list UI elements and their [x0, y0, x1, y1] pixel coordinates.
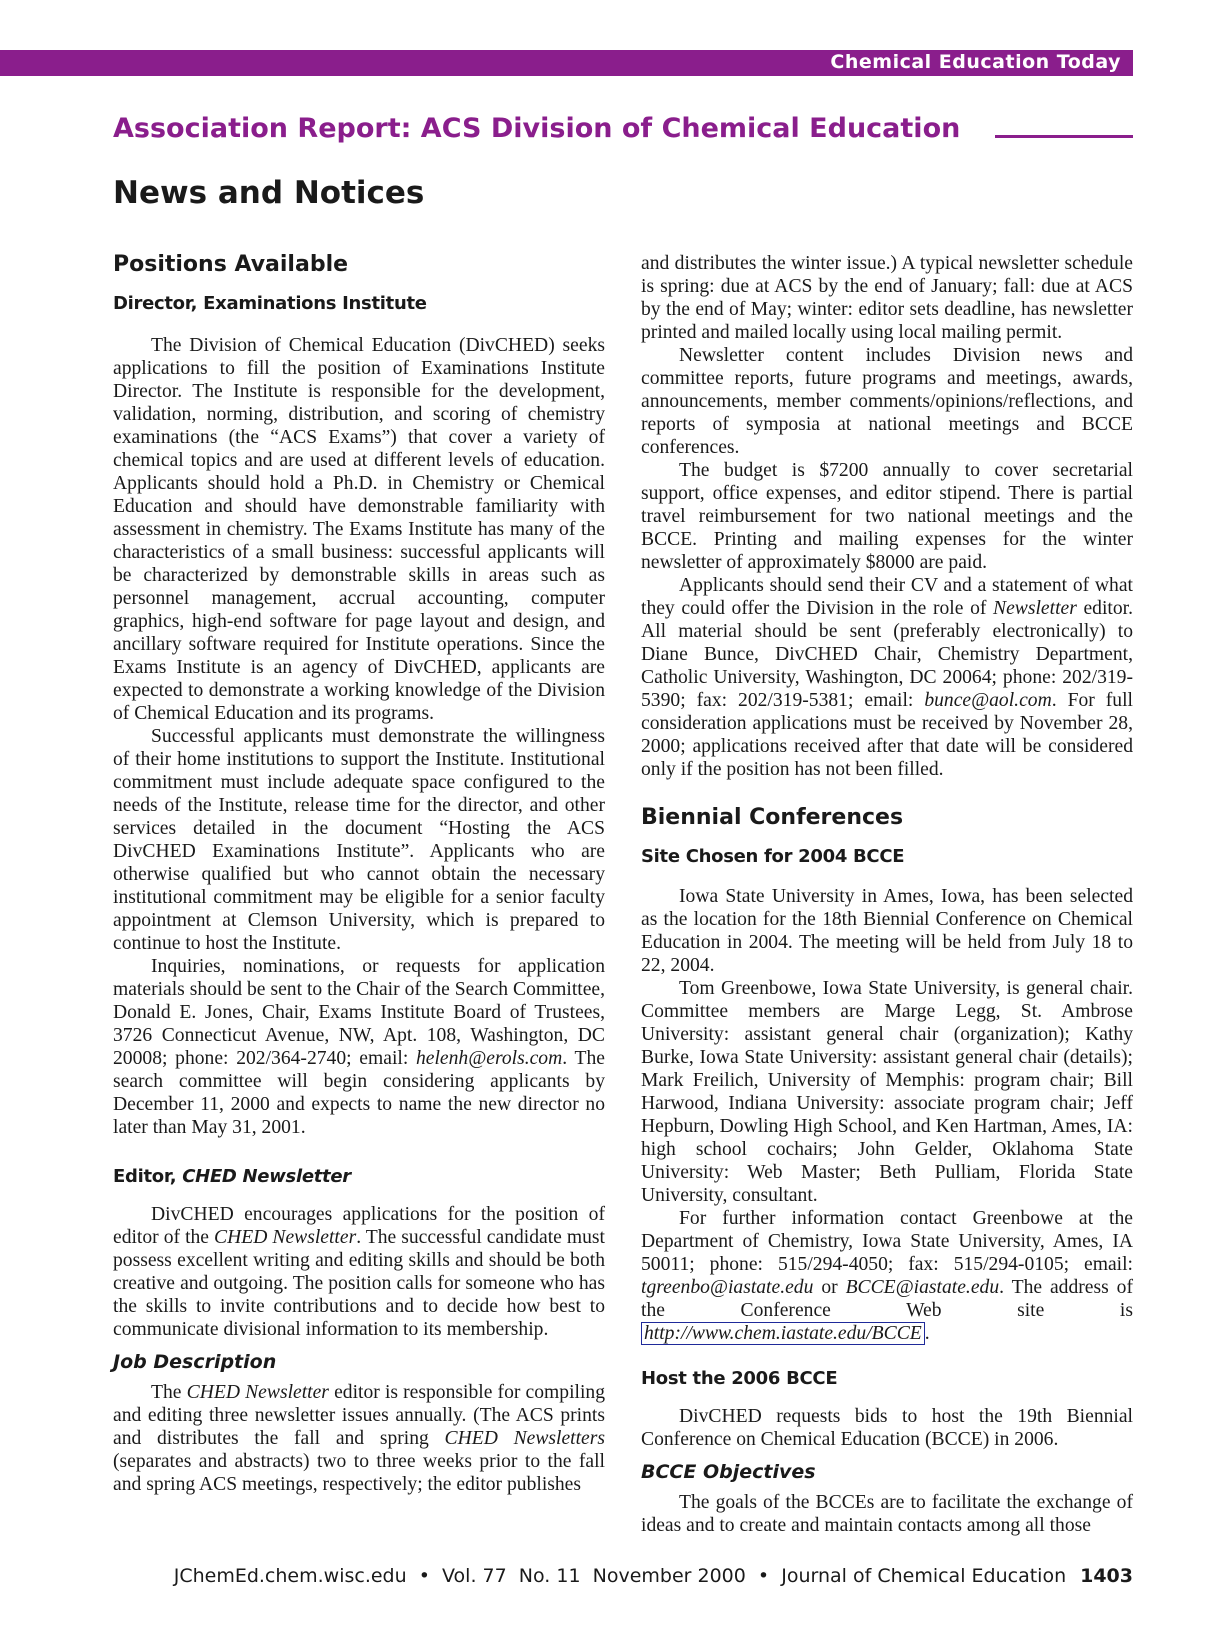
page-title: News and Notices — [113, 175, 425, 211]
apply-paragraph: Applicants should send their CV and a statement of what they could offer the Division in the role of Newsletter editor. All material should be sent (preferably electronically) to Diane Bunce, DivCHED Chair, Chemistry Department, Catholic University, Washington, DC 20064; phone: 202/319-5390; fax: 202/319-5381; email: bunce@aol.com. For full consideration applications must be received by November 28, 2000; applications received after that date will be considered only if the position has not been filled. — [641, 575, 1133, 780]
newsletter-schedule-paragraph: and distributes the winter issue.) A typical newsletter schedule is spring: due at ACS by the end of January; fall: due at ACS by the end of May; winter: editor sets deadline, has newsletter printed and mailed locally using local mailing permit. — [641, 253, 1133, 343]
host-heading: Host the 2006 BCCE — [641, 1368, 838, 1389]
conference-url-link[interactable]: http://www.chem.iastate.edu/BCCE — [641, 1322, 925, 1345]
director-paragraph-3: Inquiries, nominations, or requests for application materials should be sent to the Chair of the Search Committee, Donald E. Jones, Chair, Exams Institute Board of Trustees, 3726 Connecticut Avenue, NW, Apt. 108, Washington, DC 20008; phone: 202/364-2740; email: helenh@erols.com. The search committee will begin considering applicants by December 11, 2000 and expects to name the new director no later than May 31, 2001. — [113, 956, 605, 1138]
right-column — [641, 252, 1133, 1537]
budget-paragraph: The budget is $7200 annually to cover secretarial support, office expenses, and editor stipend. There is partial travel reimbursement for two national meetings and the BCCE. Printing and mailing expenses for the winter newsletter of approximately $8000 are paid. — [641, 460, 1133, 573]
email-link[interactable]: bunce@aol.com — [924, 690, 1052, 711]
email-link[interactable]: BCCE@iastate.edu — [845, 1277, 1000, 1298]
director-paragraph-2: Successful applicants must demonstrate the willingness of their home institutions to support the Institute. Institutional commitment must include adequate space configured to the needs of the Institute, release time for the director, and other services detailed in the document “Hosting the ACS DivCHED Examinations Institute”. Applicants who are otherwise qualified but who cannot obtain the necessary institutional commitment may be eligible for a senior faculty appointment at Clemson University, which is prepared to continue to host the Institute. — [113, 726, 605, 954]
email-link[interactable]: helenh@erols.com — [416, 1048, 563, 1069]
director-paragraph-1: The Division of Chemical Education (DivCHED) seeks applications to fill the position of Examinations Institute Director. The Institute is responsible for the development, validation, norming, distribution, and scoring of chemistry examinations (the “ACS Exams”) that cover a variety of chemical topics and are used at different levels of education. Applicants should hold a Ph.D. in Chemistry or Chemical Education and should have demonstrable familiarity with assessment in chemistry. The Exams Institute has many of the characteristics of a small business: successful applicants will be characterized by demonstrable skills in areas such as personnel management, accrual accounting, computer graphics, high-end software for page layout and design, and ancillary software required for Institute operations. Since the Exams Institute is an agency of DivCHED, applicants are expected to demonstrate a working knowledge of the Division of Chemical Education and its programs. — [113, 335, 605, 724]
banner-label: Chemical Education Today — [830, 51, 1121, 73]
newsletter-content-paragraph: Newsletter content includes Division news and committee reports, future programs and meetings, awards, announcements, member comments/opinions/reflections, and reports of symposia at national meetings and BCCE conferences. — [641, 345, 1133, 458]
objectives-paragraph: The goals of the BCCEs are to facilitate the exchange of ideas and to create and maintain contacts among all those — [641, 1492, 1133, 1536]
editor-paragraph: DivCHED encourages applications for the position of editor of the CHED Newsletter. The successful candidate must possess excellent writing and editing skills and should be both creative and outgoing. The position calls for someone who has the skills to invite contributions and to decide how best to communicate divisional information to its membership. — [113, 1204, 605, 1340]
email-link[interactable]: tgreenbo@iastate.edu — [641, 1277, 814, 1298]
heading-rule — [995, 135, 1133, 138]
footer-citation: JChemEd.chem.wisc.edu • Vol. 77 No. 11 November 2000 • Journal of Chemical Education — [173, 1565, 1067, 1587]
page-number: 1403 — [1080, 1565, 1133, 1587]
left-column — [113, 250, 605, 1496]
positions-heading: Positions Available — [113, 252, 349, 277]
section-heading — [113, 113, 1133, 153]
job-description-heading: Job Description — [113, 1351, 277, 1373]
page-footer — [0, 1565, 1133, 1587]
biennial-heading: Biennial Conferences — [641, 805, 904, 830]
header-banner — [0, 50, 1133, 76]
site-heading: Site Chosen for 2004 BCCE — [641, 846, 905, 867]
editor-heading: Editor, CHED Newsletter — [113, 1166, 351, 1187]
host-paragraph: DivCHED requests bids to host the 19th Biennial Conference on Chemical Education (BCCE) in 2006. — [641, 1406, 1133, 1450]
objectives-heading: BCCE Objectives — [641, 1461, 816, 1483]
job-description-paragraph: The CHED Newsletter editor is responsible for compiling and editing three newsletter issues annually. (The ACS prints and distributes the fall and spring CHED Newsletters (separates and abstracts) two to three weeks prior to the fall and spring ACS meetings, respectively; the editor publishes — [113, 1382, 606, 1495]
contact-paragraph: For further information contact Greenbowe at the Department of Chemistry, Iowa State University, Ames, IA 50011; phone: 515/294-4050; fax: 515/294-0105; email: tgreenbo@iastate.edu or BCCE@iastate.edu. The address of the Conference Web site is http://www.chem.iastate.edu/BCCE . — [641, 1208, 1133, 1344]
site-paragraph: Iowa State University in Ames, Iowa, has been selected as the location for the 18th Biennial Conference on Chemical Education in 2004. The meeting will be held from July 18 to 22, 2004. — [641, 886, 1133, 976]
section-heading-text: Association Report: ACS Division of Chemical Education — [113, 113, 961, 144]
committee-paragraph: Tom Greenbowe, Iowa State University, is general chair. Committee members are Marge Legg, St. Ambrose University: assistant general chair (organization); Kathy Burke, Iowa State University: assistant general chair (details); Mark Freilich, University of Memphis: program chair; Bill Harwood, Indiana University: associate program chair; Jeff Hepburn, Dowling High School, and Ken Hartman, Ames, IA: high school cochairs; John Gelder, Oklahoma State University: Web Master; Beth Pulliam, Florida State University, consultant. — [641, 978, 1133, 1206]
director-heading: Director, Examinations Institute — [113, 293, 427, 314]
